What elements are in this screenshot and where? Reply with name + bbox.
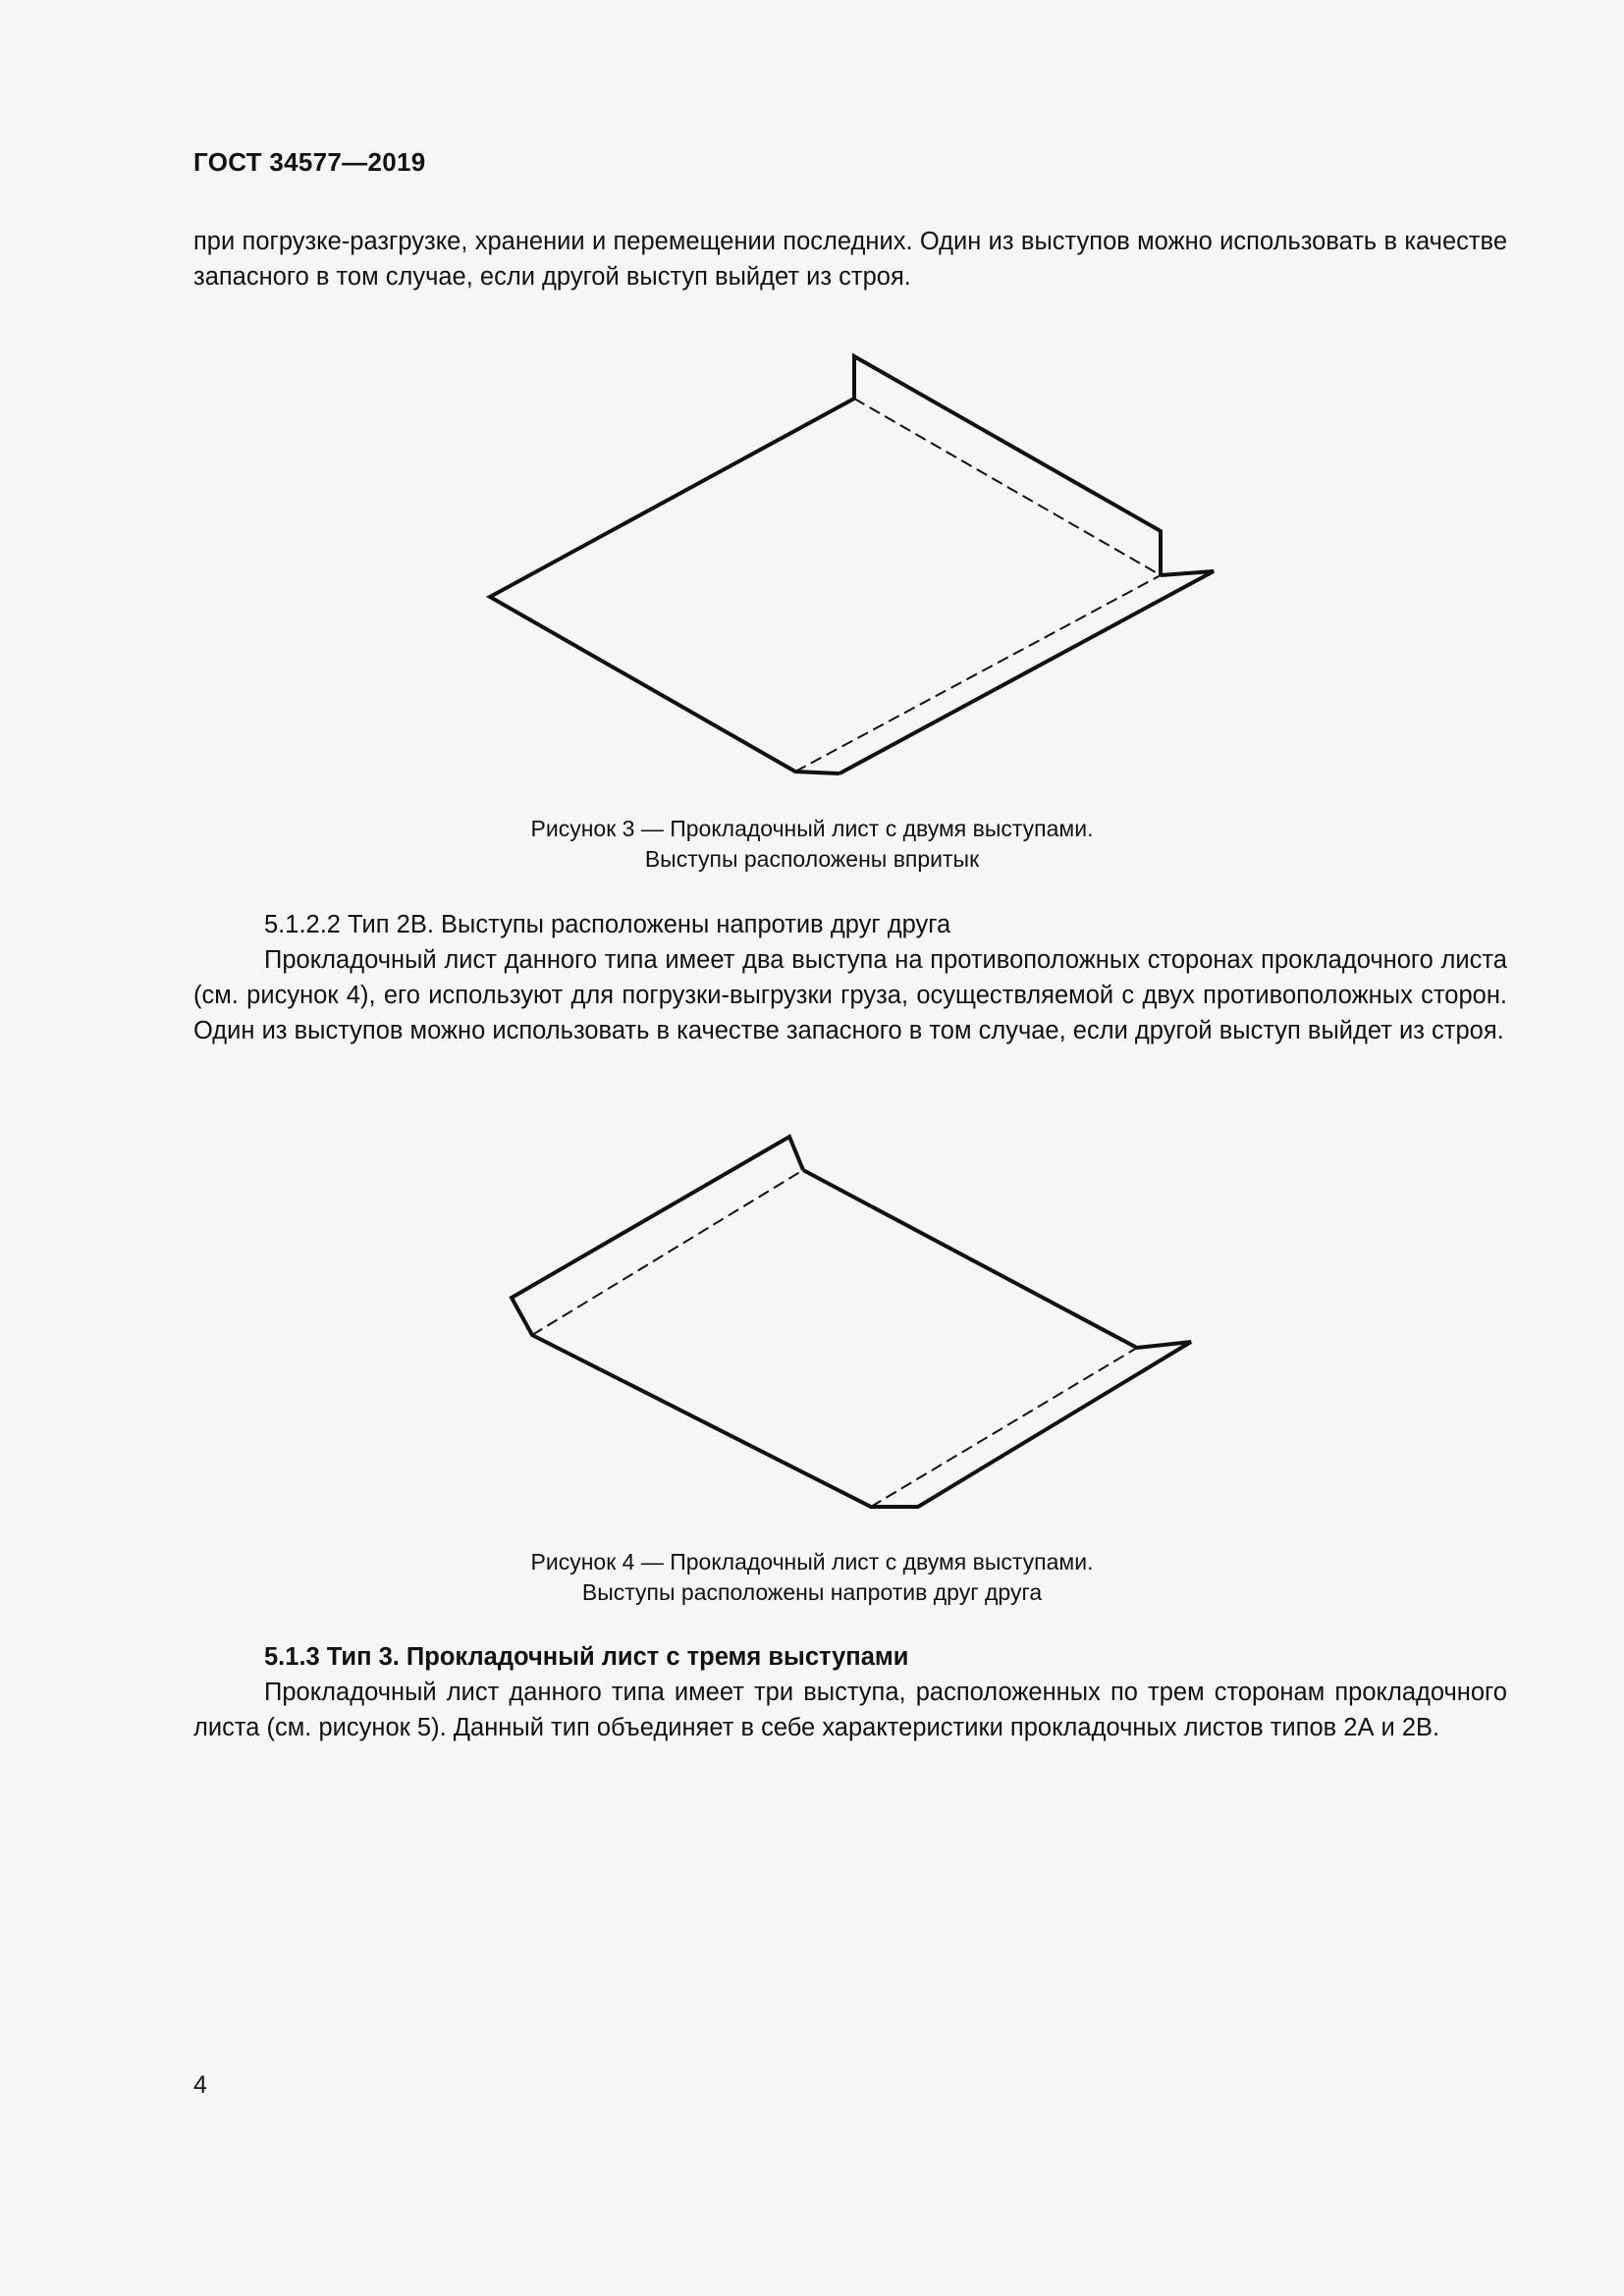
figure-3-caption [0,814,1624,875]
figure-4-caption-line2: Выступы расположены напротив друг друга [581,1579,1043,1605]
figure-3-caption-line1: Рисунок 3 — Прокладочный лист с двумя выступами. [530,816,1094,841]
figure-4-caption [0,1547,1624,1608]
paragraph-continuation: при погрузке-разгрузке, хранении и перемещении последних. Один из выступов можно использовать в качестве запасного в том случае, если другой выступ выйдет из строя. [193,228,1507,291]
figure-4-caption-line1: Рисунок 4 — Прокладочный лист с двумя выступами. [530,1549,1094,1575]
document-id-header: ГОСТ 34577—2019 [193,147,426,177]
figure-3-caption-line2: Выступы расположены впритык [644,846,980,872]
figure-3-drawing [0,344,1624,775]
section-2b-title: 5.1.2.2 Тип 2В. Выступы расположены напротив друг друга [264,911,951,938]
section-3-body: Прокладочный лист данного типа имеет три выступа, расположенных по трем сторонам прокладочного листа (см. рисунок 5). Данный тип объединяет в себе характеристики прокладочных листов типов 2А и 2В. [193,1679,1507,1741]
page-number: 4 [193,2071,207,2099]
section-2b-body: Прокладочный лист данного типа имеет два выступа на противоположных сторонах прокладочного листа (см. рисунок 4), его используют для погрузки-выгрузки груза, осуществляемой с двух противоположных сторон. Один из выступов можно использовать в качестве запасного в том случае, если другой выступ выйдет из строя. [193,946,1507,1044]
figure-4-drawing [0,1119,1624,1531]
section-3-title: 5.1.3 Тип 3. Прокладочный лист с тремя выступами [264,1643,909,1671]
